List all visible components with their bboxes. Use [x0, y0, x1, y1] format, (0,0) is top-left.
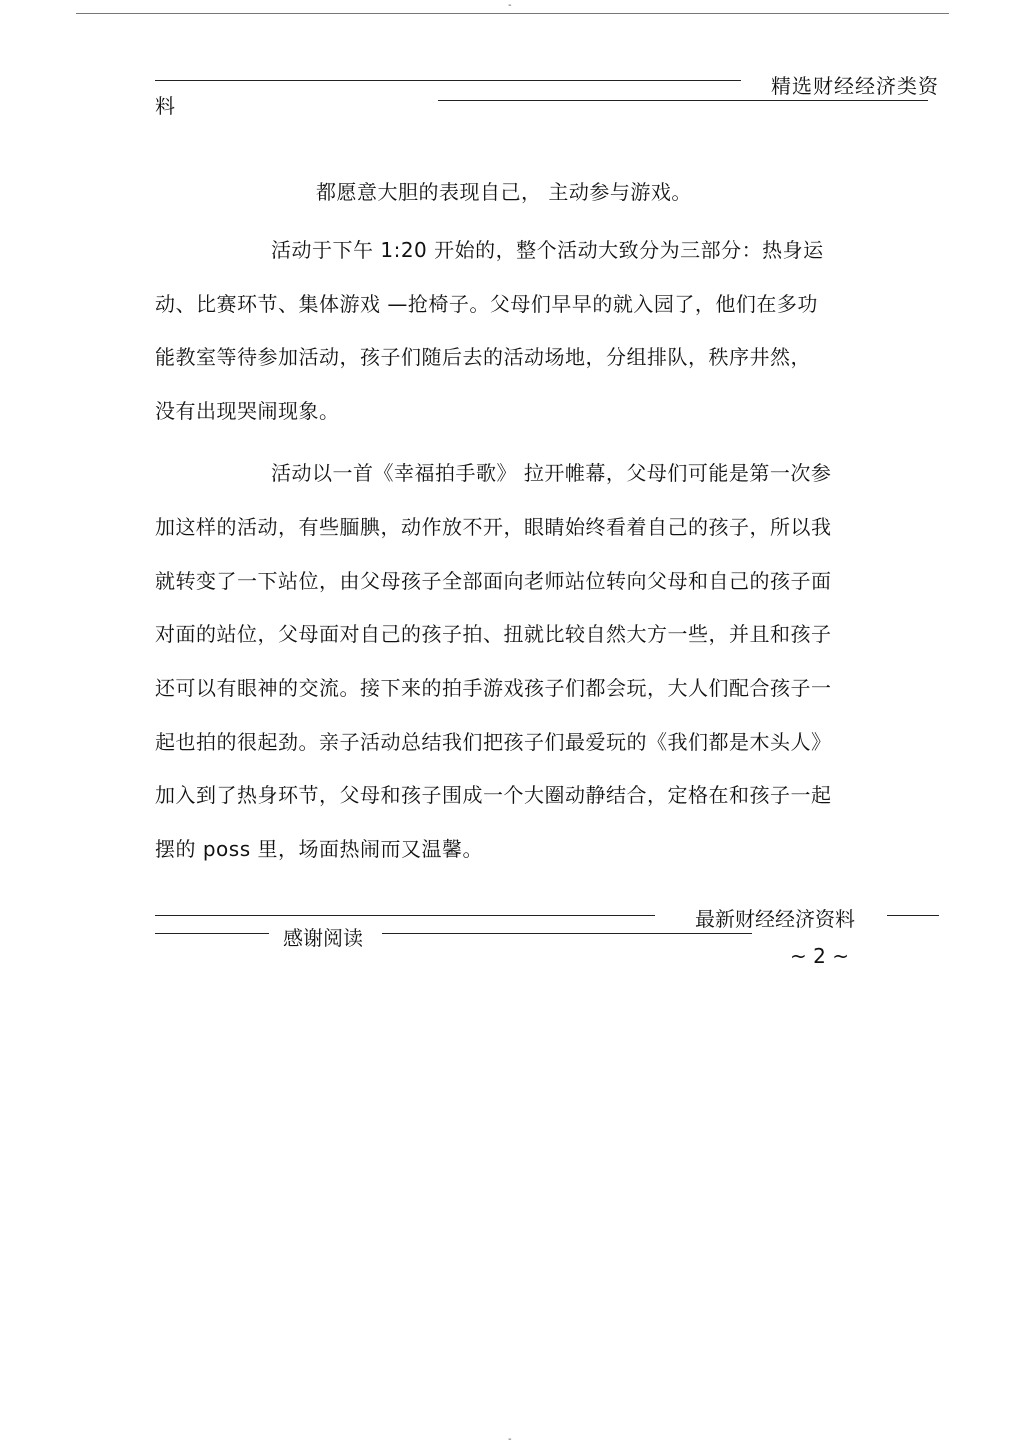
body-line: 起也拍的很起劲。亲子活动总结我们把孩子们最爱玩的《我们都是木头人》 [155, 730, 832, 754]
body-line: 活动于下午 1:20 开始的，整个活动大致分为三部分：热身运 [271, 238, 824, 262]
footer-dash-rule-right [382, 933, 752, 934]
footer-thanks: 感谢阅读 [283, 926, 363, 950]
header-title-tail: 料 [155, 94, 175, 118]
body-line: 还可以有眼神的交流。接下来的拍手游戏孩子们都会玩，大人们配合孩子一 [155, 676, 832, 700]
footer-dash-rule-short [887, 915, 939, 916]
body-line: 动、比赛环节、集体游戏 —抢椅子。父母们早早的就入园了，他们在多功 [155, 292, 818, 316]
page-number: ~ 2 ~ [790, 944, 849, 968]
footer-dash-rule [155, 915, 655, 916]
header-continuation [155, 90, 945, 116]
body-line: 能教室等待参加活动，孩子们随后去的活动场地，分组排队，秩序井然， [155, 345, 811, 369]
header-dash-rule-2 [438, 100, 928, 101]
body-line: 对面的站位，父母面对自己的孩子拍、扭就比较自然大方一些，并且和孩子 [155, 622, 832, 646]
top-page-mark: - [508, 0, 512, 11]
top-rule [76, 13, 949, 14]
body-line: 加入到了热身环节，父母和孩子围成一个大圈动静结合，定格在和孩子一起 [155, 783, 832, 807]
body-line: 没有出现哭闹现象。 [155, 399, 340, 423]
bottom-page-mark: - [508, 1434, 512, 1445]
body-line: 就转变了一下站位，由父母孩子全部面向老师站位转向父母和自己的孩子面 [155, 569, 832, 593]
body-line: 加这样的活动，有些腼腆，动作放不开，眼睛始终看着自己的孩子，所以我 [155, 515, 832, 539]
body-line: 都愿意大胆的表现自己， 主动参与游戏。 [316, 180, 692, 204]
footer-dash-rule-left [155, 933, 269, 934]
body-line: 活动以一首《幸福拍手歌》 拉开帷幕，父母们可能是第一次参 [271, 461, 832, 485]
body-line: 摆的 poss 里，场面热闹而又温馨。 [155, 837, 483, 861]
header-dash-rule [155, 80, 741, 81]
footer-title: 最新财经经济资料 [695, 907, 855, 931]
header-title: 精选财经经济类资 [771, 74, 939, 98]
